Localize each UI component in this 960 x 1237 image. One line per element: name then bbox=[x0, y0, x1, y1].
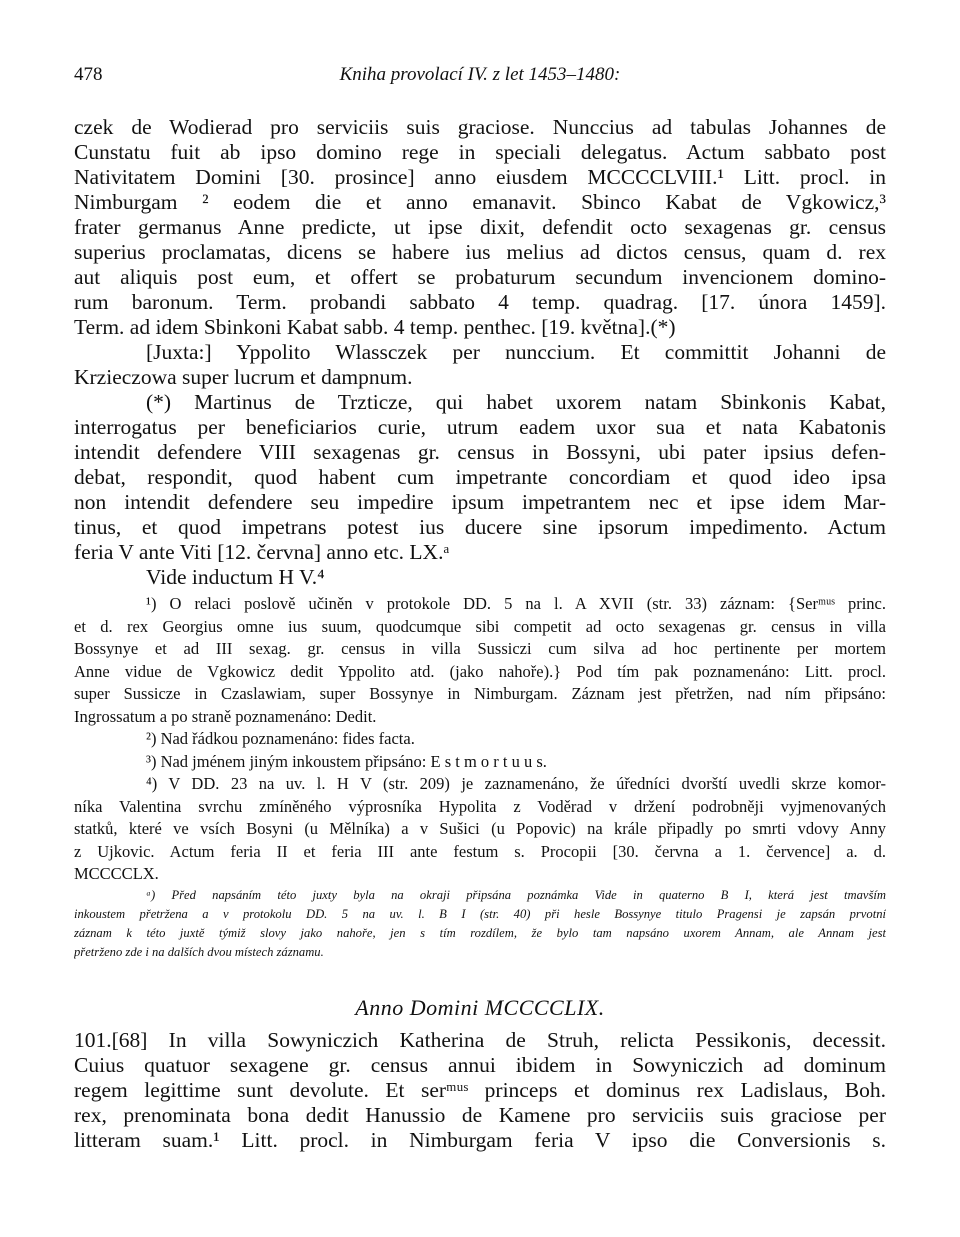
running-title: Kniha provolací IV. z let 1453–1480: bbox=[339, 64, 621, 85]
footnote-line: ²) Nad řádkou poznamenáno: fides facta. bbox=[146, 729, 415, 748]
page-number: 478 bbox=[74, 64, 103, 85]
small-notes bbox=[74, 886, 886, 962]
footnote-line: níka Valentina svrchu zmíněného výprosníka Hypolita z Voděrad v držení podrobněji vyjmenovaných bbox=[74, 796, 886, 816]
entry-line: 101.[68] In villa Sowyniczich Katherina de Struh, relicta Pessikonis, decessit. bbox=[74, 1027, 886, 1052]
footnote-line: z Ujkovic. Actum feria II et feria III ante festum s. Procopii [30. června a 1. července] a. d. bbox=[74, 841, 886, 861]
footnote-line: ³) Nad jménem jiným inkoustem připsáno: E s t m o r t u u s. bbox=[146, 751, 547, 771]
text-line: tinus, et quod impetrans potest ius ducere sine ipsorum impedimento. Actum bbox=[74, 515, 886, 539]
footnote-line: ⁴) V DD. 23 na uv. l. H V (str. 209) je zaznamenáno, že úředníci dvorští uvedli skrze komor- bbox=[146, 774, 886, 793]
footnotes bbox=[74, 593, 886, 886]
footnote-line: ¹) O relaci poslově učiněn v protokole DD. 5 na l. A XVII (str. 33) záznam: {Serᵐᵘˢ princ. bbox=[146, 594, 886, 613]
small-note-line: záznam k této juxtě týmiž slovy jako nahoře, jen s tím rozdílem, že bylo tam napsáno uxorem Annam, ale Annam jest bbox=[74, 925, 886, 940]
text-line: superius proclamatas, dicens se habere ius melius ad dictos census, quam d. rex bbox=[74, 240, 886, 264]
juxta-line: [Juxta:] Yppolito Wlassczek per nunccium. Et committit Johanni de bbox=[146, 340, 886, 364]
text-line: feria V ante Viti [12. června] anno etc. LX.ᵃ bbox=[74, 540, 450, 564]
section-heading: Anno Domini MCCCCLIX. bbox=[355, 994, 605, 1020]
footnote-line: et d. rex Georgius omne ius suum, quodcumque sibi competit ad octo sexagenas gr. census in villa bbox=[74, 616, 886, 636]
text-line: czek de Wodierad pro serviciis suis graciose. Nunccius ad tabulas Johannes de bbox=[74, 115, 886, 139]
entry-line: rex, prenominata bona dedit Hanussio de Kamene pro serviciis suis graciose per bbox=[74, 1102, 886, 1127]
page-body bbox=[74, 115, 886, 1153]
text-line: interrogatus per beneficiarios curie, utrum eadem uxor sua et nata Kabatonis bbox=[74, 415, 886, 439]
footnote-line: Anne vidue de Vgkowicz dedit Yppolito atd. (jako nahoře).} Pod tím pak poznamenáno: Litt. procl. bbox=[74, 661, 886, 681]
small-note-line: ᵃ) Před napsáním této juxty byla na okraji připsána poznámka Vide in quaterno B I, která jest tmavším bbox=[146, 887, 886, 902]
text-line: Nativitatem Domini [30. prosince] anno eiusdem MCCCCLVIII.¹ Litt. procl. in bbox=[74, 165, 886, 189]
entry-line: litteram suam.¹ Litt. procl. in Nimburgam feria V ipso die Conversionis s. bbox=[74, 1127, 886, 1152]
small-note-line: inkoustem přetržena a v protokolu DD. 5 na uv. l. B I (str. 40) při hesle Bossynye titulo Pragensi je zapsán prvotní bbox=[74, 906, 886, 921]
text-line: non intendit defendere seu impedire ipsum impetrantem nec et ipse idem Mar- bbox=[74, 490, 886, 514]
text-line: debat, respondit, quod habent cum impetrante concordiam et quod ideo ipsa bbox=[74, 465, 886, 489]
text-line: aut aliquis post eum, et offert se probaturum secundum invencionem domino- bbox=[74, 265, 886, 289]
entry-101 bbox=[74, 1028, 886, 1153]
text-line: Term. ad idem Sbinkoni Kabat sabb. 4 temp. penthec. [19. května].(*) bbox=[74, 315, 676, 339]
page-header bbox=[74, 64, 886, 88]
text-line: Vide inductum H V.⁴ bbox=[146, 565, 325, 589]
footnote-line: Bossynye et ad III sexag. gr. census in villa Sussiczi cum silva ad hoc pertinente per mortem bbox=[74, 639, 886, 658]
small-note-line: přetrženo zde i na dalších dvou místech záznamu. bbox=[74, 944, 324, 959]
marginal-note-line: (*) Martinus de Trzticze, qui habet uxorem natam Sbinkonis Kabat, bbox=[146, 390, 886, 414]
entry-line: regem legittime sunt devolute. Et serᵐᵘˢ princeps et dominus rex Ladislaus, Boh. bbox=[74, 1077, 886, 1102]
text-line: Cunstatu fuit ab ipso domino rege in speciali delegatus. Actum sabbato post bbox=[74, 140, 886, 164]
text-line: rum baronum. Term. probandi sabbato 4 temp. quadrag. [17. února 1459]. bbox=[74, 290, 886, 314]
main-text bbox=[74, 115, 886, 590]
text-line: frater germanus Anne predicte, ut ipse dixit, defendit octo sexagenas gr. census bbox=[74, 215, 886, 239]
text-line: intendit defendere VIII sexagenas gr. census in Bossyni, ubi pater ipsius defen- bbox=[74, 440, 886, 464]
entry-line: Cuius quatuor sexagene gr. census annui ibidem in Sowyniczich ad dominum bbox=[74, 1052, 886, 1077]
footnote-line: statků, které ve vsích Bosyni (u Mělníka) a v Sušici (u Popovic) na krále připadly po smrti vdovy Anny bbox=[74, 819, 886, 838]
text-line: Nimburgam ² eodem die et anno emanavit. Sbinco Kabat de Vgkowicz,³ bbox=[74, 190, 886, 214]
footnote-line: super Sussicze in Czaslawiam, super Bossynye in Nimburgam. Záznam jest přetržen, nad ním připsáno: bbox=[74, 684, 886, 703]
text-line: Krzieczowa super lucrum et dampnum. bbox=[74, 365, 413, 389]
footnote-line: Ingrossatum a po straně poznamenáno: Dedit. bbox=[74, 706, 377, 726]
footnote-line: MCCCCLX. bbox=[74, 864, 159, 883]
